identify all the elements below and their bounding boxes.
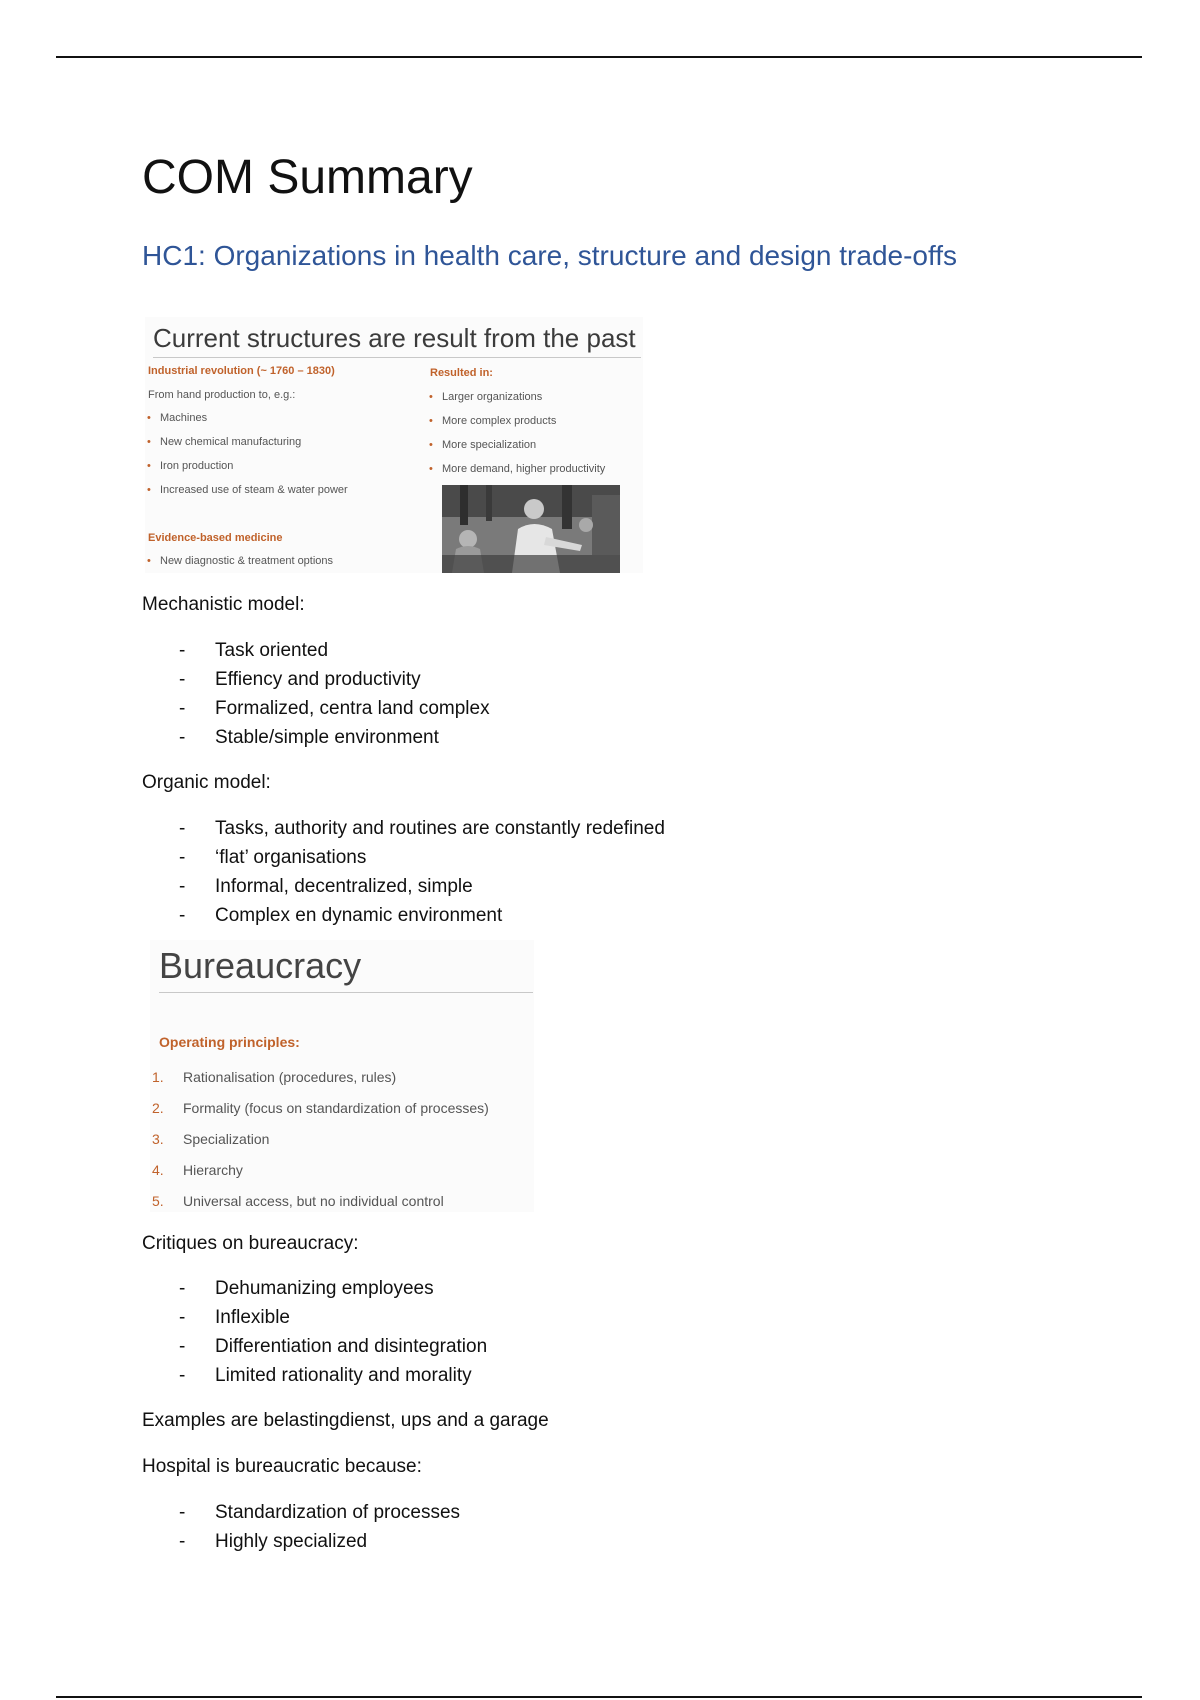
evidence-based-medicine-heading: Evidence-based medicine — [148, 532, 283, 544]
list-item: 5. Universal access, but no individual control — [152, 1193, 444, 1209]
list-item: - Informal, decentralized, simple — [179, 876, 473, 897]
ebm-list — [145, 549, 333, 573]
list-item: - Highly specialized — [179, 1531, 368, 1552]
list-item: - Stable/simple environment — [179, 727, 439, 748]
list-item: 4. Hierarchy — [152, 1162, 243, 1178]
examples-text: Examples are belastingdienst, ups and a garage — [142, 1410, 549, 1431]
list-item: - ‘flat’ organisations — [179, 847, 367, 868]
section-heading: HC1: Organizations in health care, structure and design trade-offs — [142, 240, 958, 271]
list-item: - Complex en dynamic environment — [179, 905, 503, 926]
operating-principles-heading: Operating principles: — [159, 1034, 300, 1050]
slide-image-current-structures — [145, 317, 643, 573]
list-item: - Standardization of processes — [179, 1502, 461, 1523]
list-item: 3. Specialization — [152, 1131, 270, 1147]
header-rule — [56, 56, 1142, 58]
hospital-label: Hospital is bureaucratic because: — [142, 1456, 422, 1477]
list-item: - Limited rationality and morality — [179, 1365, 472, 1386]
factory-photo-illustration — [442, 485, 620, 573]
organic-model-label: Organic model: — [142, 772, 271, 793]
document-title: COM Summary — [142, 151, 473, 204]
mechanistic-list — [142, 636, 490, 752]
list-item: • New diagnostic & treatment options — [147, 555, 334, 567]
list-item: - Formalized, centra land complex — [179, 698, 490, 719]
list-item: • More complex products — [429, 415, 557, 427]
list-item: • New chemical manufacturing — [147, 436, 302, 448]
slide-image-bureaucracy — [150, 940, 534, 1212]
list-item: • More specialization — [429, 439, 537, 451]
list-item: • Machines — [147, 412, 208, 424]
list-item: - Inflexible — [179, 1307, 290, 1328]
list-item: - Effiency and productivity — [179, 669, 421, 690]
list-item: - Task oriented — [179, 640, 329, 661]
list-item: • More demand, higher productivity — [429, 463, 606, 475]
industrial-intro: From hand production to, e.g.: — [148, 389, 296, 401]
slide-title: Current structures are result from the past — [153, 323, 636, 353]
critiques-list — [142, 1274, 487, 1390]
slide-title-rule — [159, 992, 533, 993]
footer-rule — [56, 1696, 1142, 1698]
list-item: 2. Formality (focus on standardization of processes) — [152, 1100, 489, 1116]
mechanistic-model-label: Mechanistic model: — [142, 594, 305, 615]
organic-list — [142, 814, 665, 930]
industrial-list — [145, 406, 348, 502]
hospital-list — [142, 1498, 460, 1556]
list-item: - Differentiation and disintegration — [179, 1336, 488, 1357]
list-item: - Tasks, authority and routines are constantly redefined — [179, 818, 665, 839]
list-item: - Dehumanizing employees — [179, 1278, 434, 1299]
factory-workers-photo — [442, 485, 620, 573]
critiques-label: Critiques on bureaucracy: — [142, 1233, 359, 1254]
list-item: • Larger organizations — [429, 391, 543, 403]
slide-title: Bureaucracy — [159, 945, 362, 986]
industrial-revolution-heading: Industrial revolution (~ 1760 – 1830) — [148, 365, 335, 377]
list-item: 1. Rationalisation (procedures, rules) — [152, 1069, 397, 1085]
resulted-in-heading: Resulted in: — [430, 367, 493, 379]
list-item: • Iron production — [147, 460, 234, 472]
resulted-list — [427, 385, 605, 481]
list-item: • Increased use of steam & water power — [147, 484, 348, 496]
slide-title-rule — [153, 357, 641, 358]
operating-principles-list — [150, 1062, 489, 1217]
